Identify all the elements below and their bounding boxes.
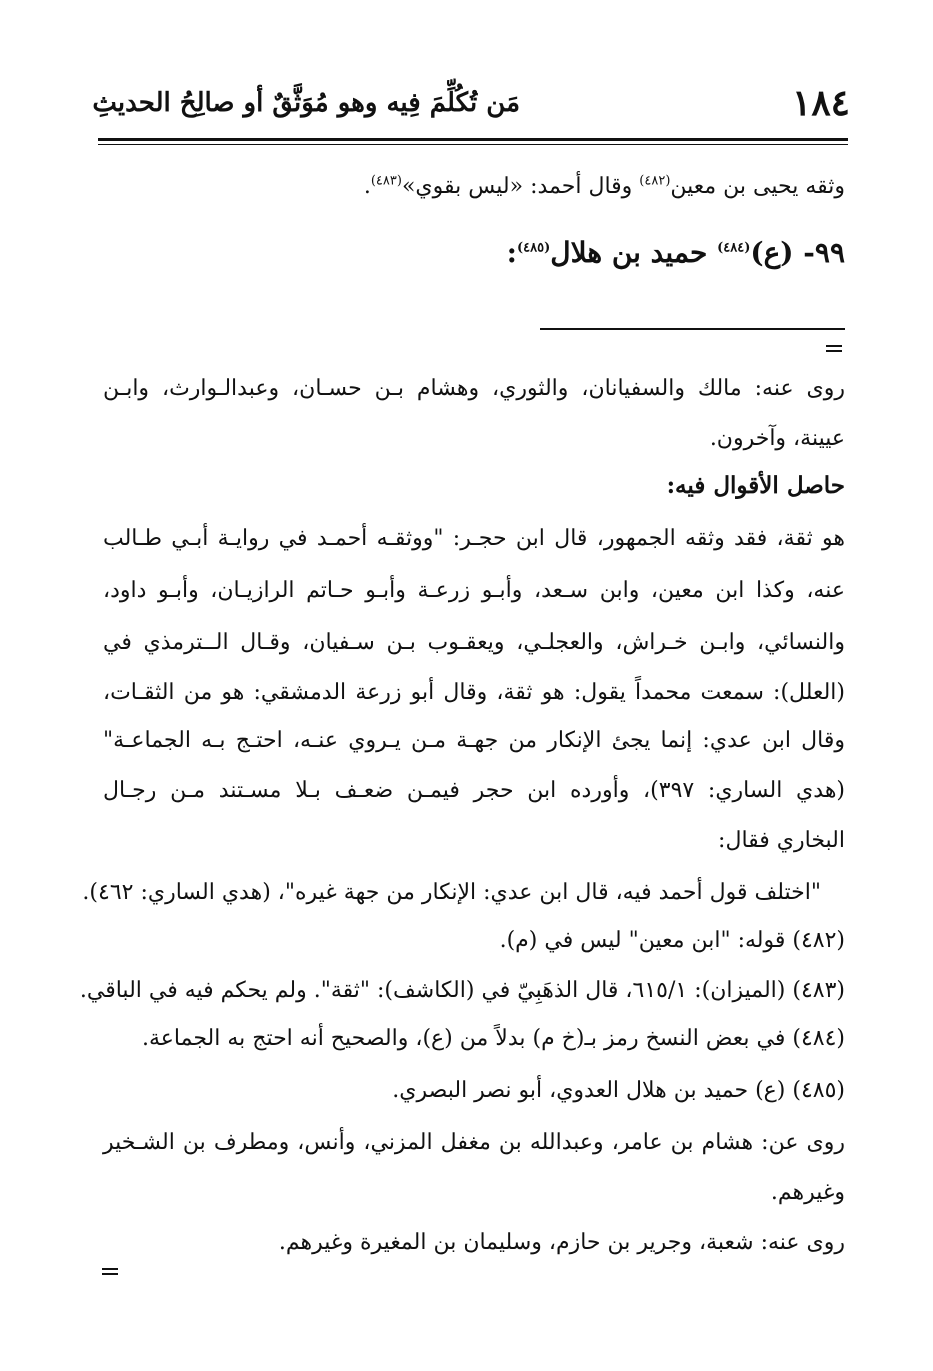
footnote-485: (٤٨٥) (ع) حميد بن هلال العدوي، أبو نصر البصري. (392, 1078, 845, 1103)
summary-line: عنه، وكذا ابن معين، وابن سـعد، وأبـو زرعـة وأبـو حـاتم الرازيـان، وأبـو داود، (103, 578, 845, 603)
section-heading: حاصل الأقوال فيه: (666, 472, 845, 499)
footnote-line: عيينة، وآخرون. (709, 426, 845, 451)
body-text: وثقه يحيى بن معين (670, 174, 845, 199)
narrators-line: وغيرهم. (770, 1180, 845, 1205)
quote-line: "اختلف قول أحمد فيه، قال ابن عدي: الإنكار من جهة غيره"، (هدي الساري: ٤٦٢). (82, 880, 821, 905)
footnote-483: (٤٨٣) (الميزان): ٦١٥/١، قال الذهَبِيّ في (الكاشف): "ثقة". ولم يحكم فيه في الباقي. (79, 978, 845, 1003)
summary-line: (العلل): سمعت محمداً يقول: هو ثقة، وقال أبو زرعة الدمشقي: هو من الثقـات، (103, 680, 845, 705)
body-text: . (363, 174, 371, 199)
students-line: روى عنه: شعبة، وجرير بن حازم، وسليمان بن المغيرة وغيرهم. (278, 1230, 845, 1255)
header-rule (98, 138, 848, 141)
footnote-line: روى عنه: مالك والسفيانان، والثوري، وهشام بـن حسـان، وعبدالـوارث، وابـن (103, 376, 845, 401)
entry-number: ٩٩- (ع) (750, 236, 845, 269)
footnote-separator (540, 328, 845, 330)
running-title: مَن تُكُلِّمَ فِيه وهو مُوَثَّقٌ أو صالِحُ الحديثِ (92, 88, 520, 118)
footnote-ref[interactable]: (٤٨٣) (370, 173, 402, 189)
footnote-482: (٤٨٢) قوله: "ابن معين" ليس في (م). (499, 928, 845, 953)
footnote-ref[interactable]: (٤٨٥) (517, 240, 551, 256)
header-rule-thin (98, 144, 848, 145)
narrators-line: روى عن: هشام بن عامر، وعبدالله بن مغفل المزني، وأنس، ومطرف بن الشـخير (103, 1130, 845, 1155)
summary-line: والنسائي، وابـن خـراش، والعجلـي، ويعقـوب بـن سـفيان، وقـال الــترمذي في (103, 630, 845, 655)
footnote-ref[interactable]: (٤٨٢) (639, 173, 671, 189)
entry-name: حميد بن هلال (550, 236, 718, 269)
entry-heading (507, 236, 845, 269)
body-text: وقال أحمد: «ليس بقوي» (401, 174, 640, 199)
summary-line: البخاري فقال: (718, 828, 845, 853)
footnote-ref[interactable]: (٤٨٤) (717, 240, 751, 256)
summary-line: هو ثقة، فقد وثقه الجمهور، قال ابن حجـر: "ووثقـه أحمـد في روايـة أبـي طـالب (103, 526, 845, 551)
body-line-1 (364, 170, 845, 204)
summary-line: وقال ابن عدي: إنما يجئ الإنكار من جهـة مـن يـروي عنـه، احتـج بـه الجماعـة" (103, 728, 845, 753)
page-number: ١٨٤ (791, 82, 850, 124)
summary-line: (هدي الساري: ٣٩٧)، وأورده ابن حجر فيمـن ضعـف بـلا مسـتند مـن رجـال (103, 778, 846, 803)
footnote-484: (٤٨٤) في بعض النسخ رمز بـ(خ م) بدلاً من (ع)، والصحيح أنه احتج به الجماعة. (141, 1026, 845, 1051)
entry-colon: : (506, 236, 517, 269)
